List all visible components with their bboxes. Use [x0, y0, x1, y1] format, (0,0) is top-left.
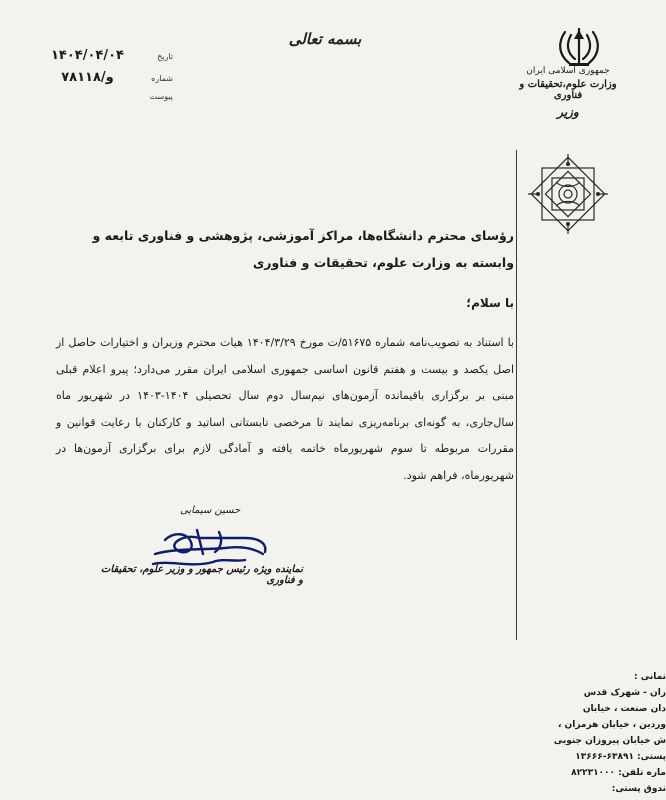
date-label: تاریخ	[157, 52, 173, 61]
ministry-title	[510, 66, 626, 119]
attachment-label: پیوست	[149, 92, 173, 101]
iran-emblem-icon	[555, 26, 603, 68]
address-block	[528, 672, 666, 800]
letter-body	[56, 222, 514, 500]
date-value: ۱۴۰۴/۰۴/۰۴	[51, 48, 124, 63]
signer-name: حسین سیمایی	[180, 505, 241, 516]
address-line: ران - شهرک قدس	[583, 688, 666, 698]
address-line: دان صنعت ، خیابان	[582, 704, 666, 714]
letter-meta	[38, 48, 173, 114]
date-row	[38, 48, 173, 70]
po-box-line: ندوق پستی:	[611, 784, 666, 794]
greeting: با سلام؛	[466, 296, 514, 310]
ministry-name: وزارت علوم،تحقیقات و فناوری	[519, 79, 617, 101]
address-line: نمانی :	[633, 672, 666, 682]
country-name: جمهوری اسلامی ایران	[526, 66, 610, 76]
number-value: ۷۸۱۱۸/و	[61, 70, 114, 85]
number-label: شماره	[151, 74, 173, 83]
phone-line: ماره تلفن: ۸۲۲۳۱۰۰۰	[571, 768, 666, 778]
islamic-ornament-icon	[526, 152, 610, 236]
attachment-row	[38, 92, 173, 114]
signer-title: نماینده ویژه رئیس جمهور و وزیر علوم، تحقیقات و فناوری	[100, 564, 303, 586]
address-line: ش خیابان پیروزان جنوبی	[553, 736, 666, 746]
postal-code-line: پستی: ۶۳۸۹۱-۱۳۶۶۶	[575, 752, 666, 762]
minister-title: وزیر	[557, 105, 579, 119]
number-row	[38, 70, 173, 92]
body-paragraph: با استناد به تصویب‌نامه شماره ۵۱۶۷۵/ت مورخ ۱۴۰۴/۳/۲۹ هیات محترم وزیران و اختیارات حاصل از اصل یکصد و بیست و هفتم قانون اساسی جمهوری اسلامی ایران مقرر می‌دارد؛ پیرو اعلام قبلی مبنی بر برگزاری باقیمانده آزمون‌های نیم‌سال دوم سال تحصیلی ۱۴۰۴-۱۴۰۳ در شهریور ماه سال‌جاری، به گونه‌ای برنامه‌ریزی نمایند تا مرخصی تابستانی اساتید و کارکنان با رعایت قوانین و مقررات مربوطه تا سوم شهریورماه خاتمه یافته و آمادگی لازم برای برگزاری آزمون‌ها در شهریورماه، فراهم شود.	[56, 336, 514, 482]
margin-divider	[516, 150, 517, 640]
address-line: وردین ، خیابان هرمزان ،	[558, 720, 666, 730]
bismillah-heading: بسمه تعالی	[288, 30, 362, 48]
recipients-line: رؤسای محترم دانشگاه‌ها، مراکز آموزشی، پژوهشی و فناوری تابعه و وابسته به وزارت علوم، تحقیقات و فناوری	[92, 228, 514, 270]
